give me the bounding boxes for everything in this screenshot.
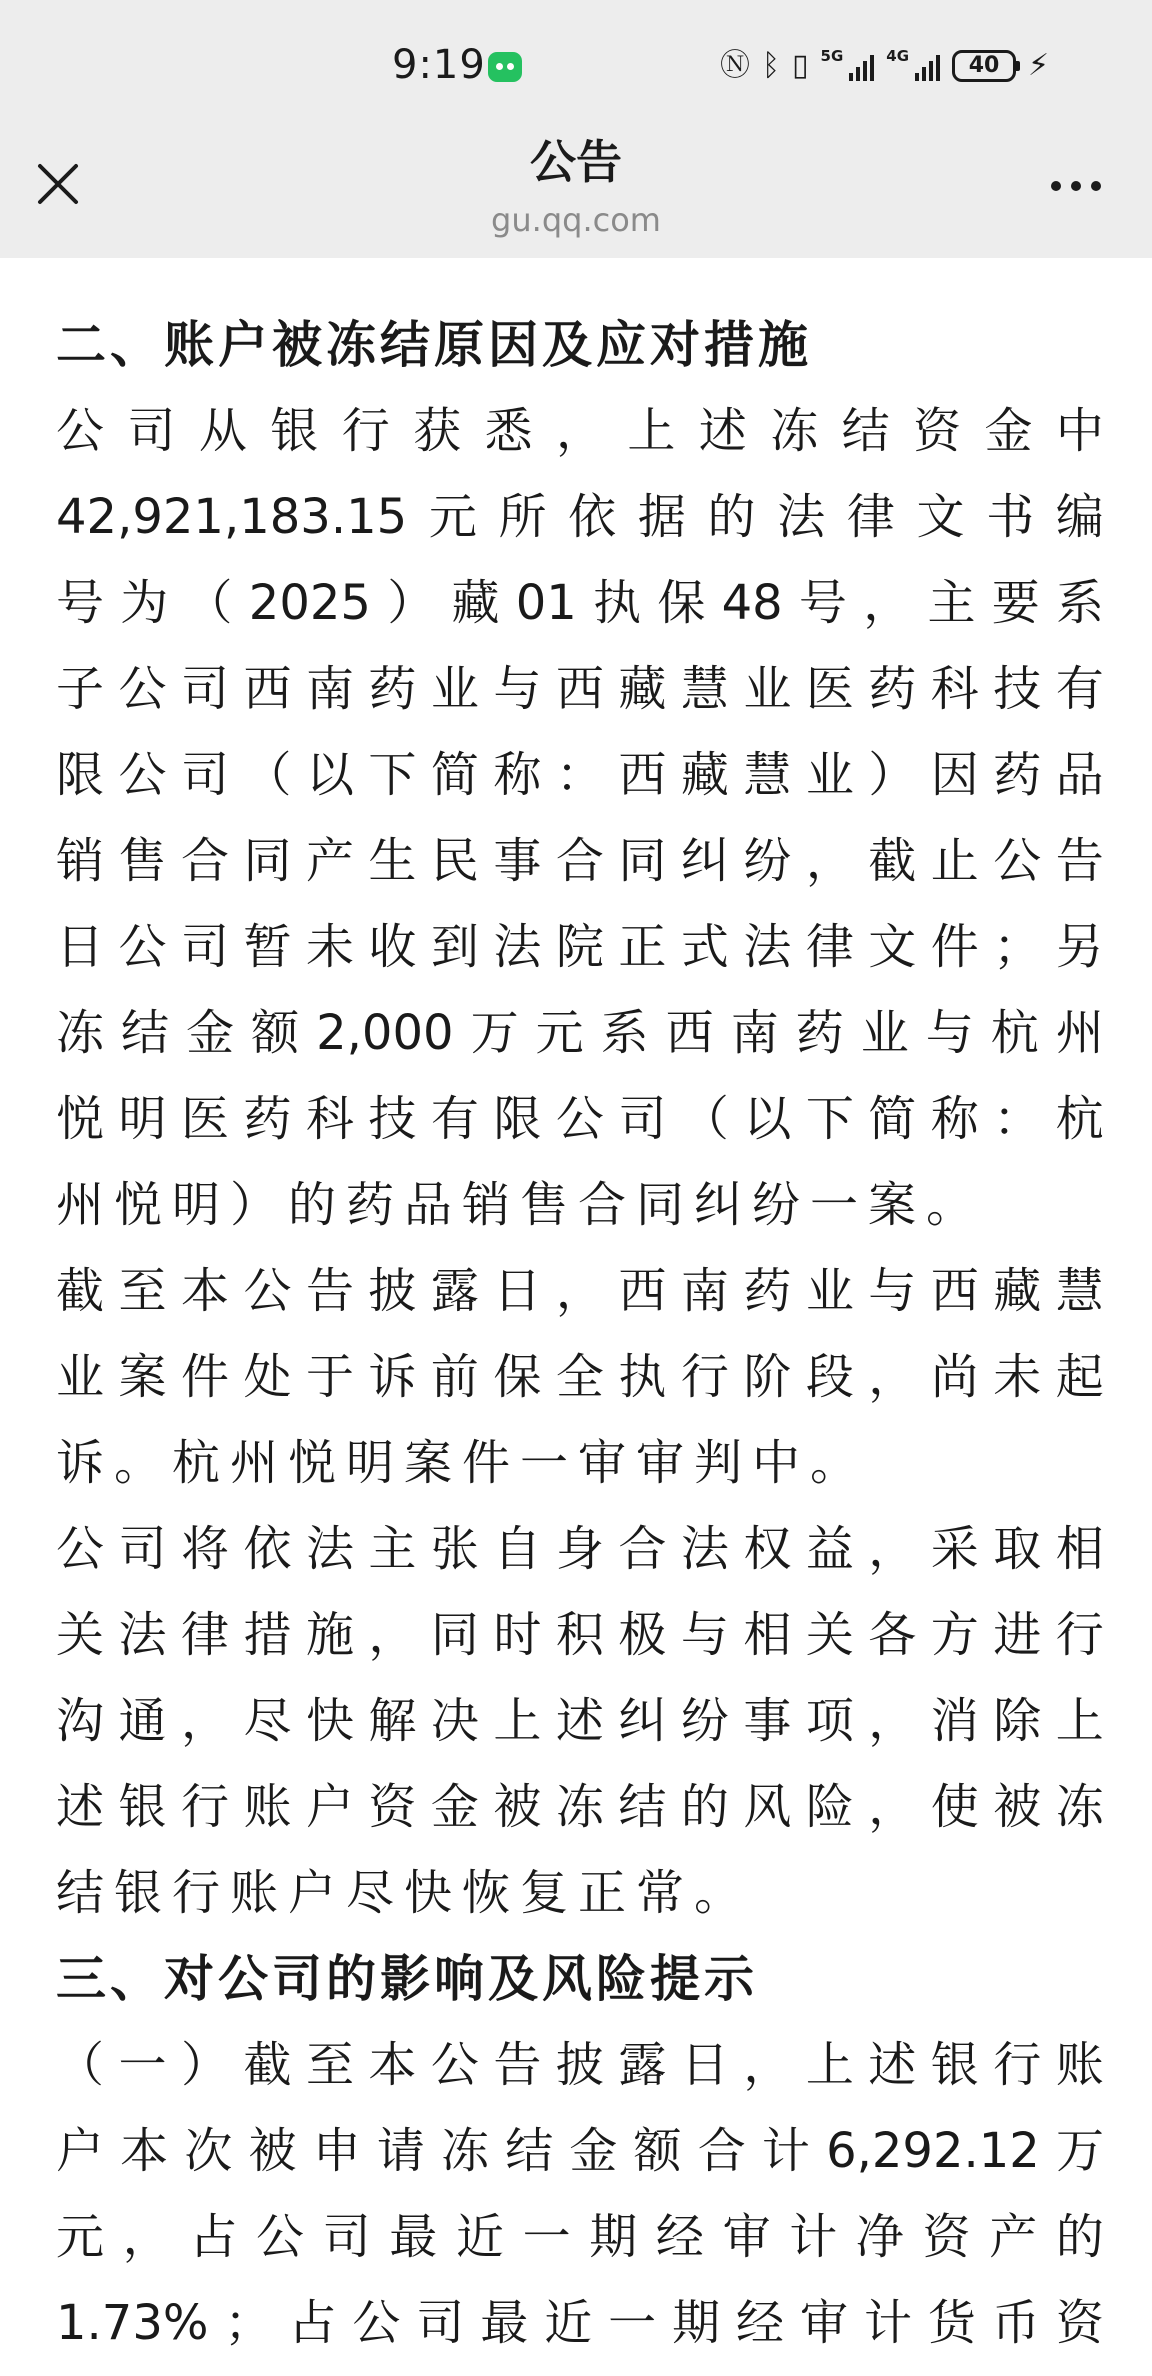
- network-5g-label: 5G: [820, 47, 844, 65]
- paragraph-line: 销 售 合 同 产 生 民 事 合 同 纠 纷 ， 截 止 公 告: [56, 833, 1104, 889]
- paragraph-line: 公 司 将 依 法 主 张 自 身 合 法 权 益 ， 采 取 相: [56, 1521, 1104, 1577]
- paragraph-line: 州悦明）的药品销售合同纠纷一案。: [56, 1177, 985, 1233]
- paragraph-line: 截 至 本 公 告 披 露 日 ， 西 南 药 业 与 西 藏 慧: [56, 1263, 1104, 1319]
- section-2-body: [56, 388, 1104, 1936]
- section-heading-2: 二、账户被冻结原因及应对措施: [56, 316, 812, 374]
- status-time: 9:19: [392, 42, 486, 88]
- signal-5g-icon: [849, 51, 874, 81]
- paragraph-line: 42,921,183.15 元 所 依 据 的 法 律 文 书 编: [56, 489, 1104, 545]
- more-dot-icon: [1071, 181, 1081, 191]
- more-dot-icon: [1091, 181, 1101, 191]
- paragraph-line: 悦 明 医 药 科 技 有 限 公 司 （ 以 下 简 称 ： 杭: [56, 1091, 1104, 1147]
- paragraph-line: 诉。杭州悦明案件一审审判中。: [56, 1435, 869, 1491]
- paragraph-line: 户 本 次 被 申 请 冻 结 金 额 合 计 6,292.12 万: [56, 2123, 1104, 2179]
- top-bar: [0, 0, 1152, 258]
- page-title: 公告: [530, 135, 622, 189]
- article-content: [56, 302, 1104, 2366]
- more-dot-icon: [1051, 181, 1061, 191]
- signal-4g-icon: [915, 51, 940, 81]
- network-4g-label: 4G: [886, 47, 910, 65]
- battery-icon: 40: [952, 50, 1016, 82]
- paragraph-line: 沟 通 ， 尽 快 解 决 上 述 纠 纷 事 项 ， 消 除 上: [56, 1693, 1104, 1749]
- paragraph-line: 号 为 （ 2025 ） 藏 01 执 保 48 号 ， 主 要 系: [56, 575, 1104, 631]
- paragraph-line: 限 公 司 （ 以 下 简 称 ： 西 藏 慧 业 ） 因 药 品: [56, 747, 1104, 803]
- paragraph-line: 述 银 行 账 户 资 金 被 冻 结 的 风 险 ， 使 被 冻: [56, 1779, 1104, 1835]
- charging-icon: ⚡: [1028, 48, 1050, 83]
- bluetooth-icon: ᛒ: [762, 48, 780, 83]
- paragraph-line: 1.73% ； 占 公 司 最 近 一 期 经 审 计 货 币 资: [56, 2295, 1104, 2351]
- more-options-button[interactable]: [1036, 150, 1116, 222]
- nfc-icon: Ⓝ: [720, 48, 750, 83]
- status-icons: [720, 46, 1049, 86]
- paragraph-line: 业 案 件 处 于 诉 前 保 全 执 行 阶 段 ， 尚 未 起: [56, 1349, 1104, 1405]
- page-domain: gu.qq.com: [491, 201, 661, 239]
- paragraph-line: 关 法 律 措 施 ， 同 时 积 极 与 相 关 各 方 进 行: [56, 1607, 1104, 1663]
- paragraph-line: 日 公 司 暂 未 收 到 法 院 正 式 法 律 文 件 ； 另: [56, 919, 1104, 975]
- paragraph-line: 结银行账户尽快恢复正常。: [56, 1865, 753, 1921]
- section-heading-3: 三、对公司的影响及风险提示: [56, 1950, 758, 2008]
- paragraph-line: 元 ， 占 公 司 最 近 一 期 经 审 计 净 资 产 的: [56, 2209, 1104, 2265]
- wechat-notification-icon: [488, 52, 522, 82]
- paragraph-line: 冻 结 金 额 2,000 万 元 系 西 南 药 业 与 杭 州: [56, 1005, 1104, 1061]
- paragraph-line: 子 公 司 西 南 药 业 与 西 藏 慧 业 医 药 科 技 有: [56, 661, 1104, 717]
- paragraph-line: 公 司 从 银 行 获 悉 ， 上 述 冻 结 资 金 中: [56, 403, 1104, 459]
- vibrate-icon: ▯: [792, 48, 809, 83]
- section-3-body: [56, 2022, 1104, 2366]
- paragraph-line: （ 一 ） 截 至 本 公 告 披 露 日 ， 上 述 银 行 账: [56, 2037, 1104, 2093]
